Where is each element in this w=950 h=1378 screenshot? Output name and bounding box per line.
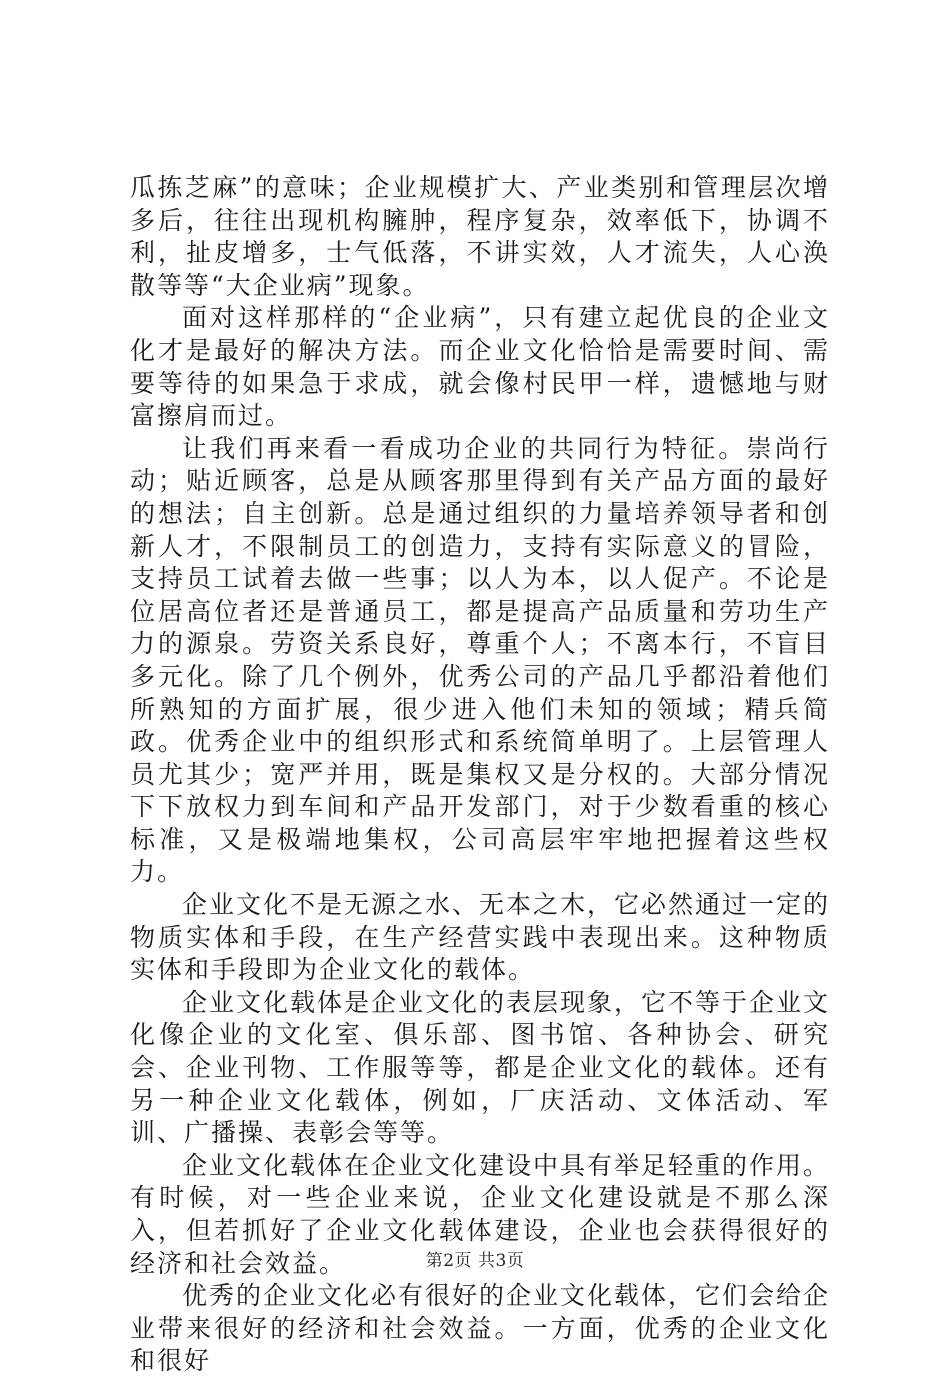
paragraph-5: 企业文化载体是企业文化的表层现象，它不等于企业文化像企业的文化室、俱乐部、图书馆、各种协会、研究会、企业刊物、工作服等等，都是企业文化的载体。还有另一种企业文化载体，例如，厂庆活动、文体活动、军训、广播操、表彰会等等。 (130, 987, 831, 1148)
paragraph-6: 企业文化载体在企业文化建设中具有举足轻重的作用。有时候，对一些企业来说，企业文化建设就是不那么深入，但若抓好了企业文化载体建设，企业也会获得很好的经济和社会效益。 (130, 1150, 831, 1278)
page-number-footer: 第2页 共3页 (425, 1251, 525, 1271)
document-body (130, 172, 830, 1378)
paragraph-4: 企业文化不是无源之水、无本之木，它必然通过一定的物质实体和手段，在生产经营实践中表现出来。这种物质实体和手段即为企业文化的载体。 (130, 890, 831, 985)
paragraph-1: 瓜拣芝麻”的意味；企业规模扩大、产业类别和管理层次增多后，往往出现机构臃肿，程序复杂，效率低下，协调不利，扯皮增多，士气低落，不讲实效，人才流失，人心涣散等等“大企业病”现象。 (130, 173, 830, 300)
paragraph-2: 面对这样那样的“企业病”，只有建立起优良的企业文化才是最好的解决方法。而企业文化恰恰是需要时间、需要等待的如果急于求成，就会像村民甲一样，遗憾地与财富擦肩而过。 (130, 303, 830, 431)
paragraph-7: 优秀的企业文化必有很好的企业文化载体，它们会给企业带来很好的经济和社会效益。一方面，优秀的企业文化和很好 (130, 1281, 831, 1376)
paragraph-3: 让我们再来看一看成功企业的共同行为特征。崇尚行动；贴近顾客，总是从顾客那里得到有关产品方面的最好的想法；自主创新。总是通过组织的力量培养领导者和创新人才，不限制员工的创造力，支持有实际意义的冒险，支持员工试着去做一些事；以人为本，以人促产。不论是位居高位者还是普通员工，都是提高产品质量和劳功生产力的源泉。劳资关系良好，尊重个人；不离本行，不盲目多元化。除了几个例外，优秀公司的产品几乎都沿着他们所熟知的方面扩展，很少进入他们未知的领域；精兵简政。优秀企业中的组织形式和系统简单明了。上层管理人员尤其少；宽严并用，既是集权又是分权的。大部分情况下下放权力到车间和产品开发部门，对于少数看重的核心标准，又是极端地集权，公司高层牢牢地把握着这些权力。 (130, 433, 830, 887)
